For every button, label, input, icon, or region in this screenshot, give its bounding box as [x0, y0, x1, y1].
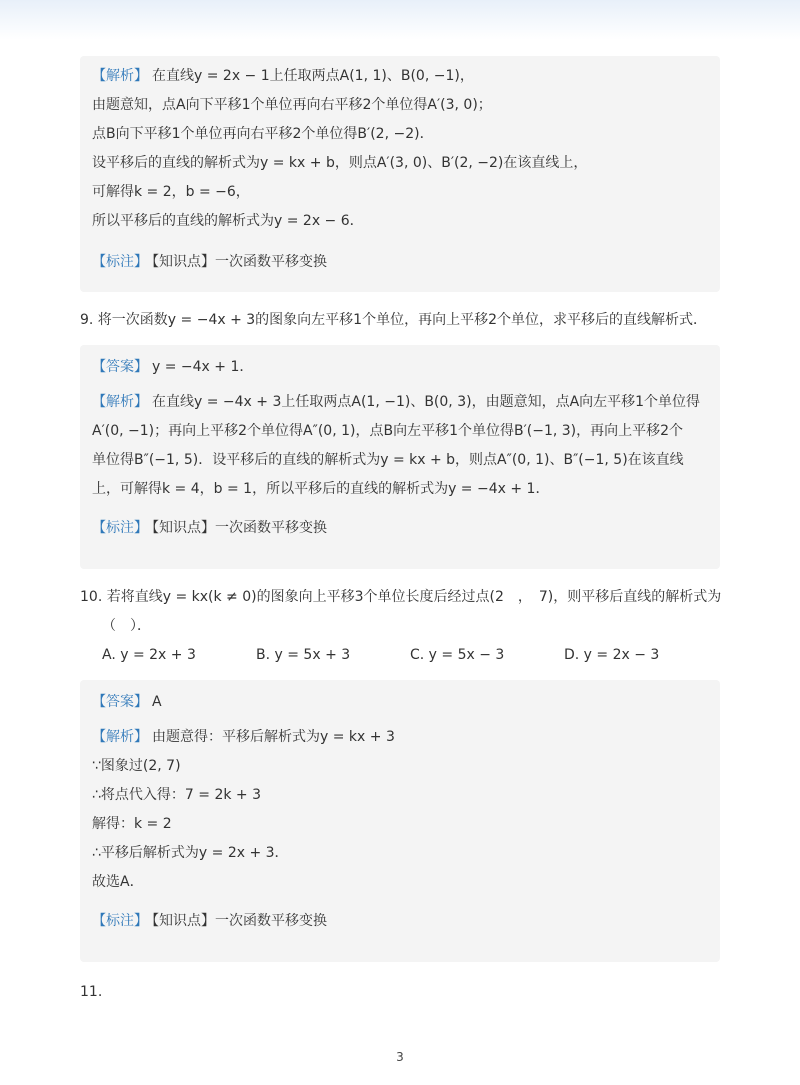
analysis-line: 单位得B″(−1, 5)．设平移后的直线的解析式为y = kx + b，则点A″(0, 1)、B″(−1, 5)在该直线 [92, 452, 684, 468]
answer-line [92, 688, 706, 717]
analysis-text: 在直线y = 2x − 1上任取两点A(1, 1)、B(0, −1)， [152, 68, 474, 84]
answer-text: A [152, 694, 162, 710]
note-line [92, 514, 706, 543]
answer-tag: 【答案】 [92, 694, 148, 710]
analysis-line: 可解得k = 2，b = −6， [92, 184, 250, 200]
analysis-line: 解得：k = 2 [92, 816, 172, 832]
analysis-text: 由题意得：平移后解析式为y = kx + 3 [152, 729, 395, 745]
note-tag: 【标注】 [92, 254, 148, 270]
options-row [80, 641, 720, 670]
solution-box-10 [80, 680, 720, 962]
analysis-line [92, 388, 706, 417]
option-a: A. y = 2x + 3 [102, 647, 196, 663]
question-9: 9. 将一次函数y = −4x + 3的图象向左平移1个单位，再向上平移2个单位，求平移后的直线解析式． [80, 312, 707, 328]
analysis-text: 在直线y = −4x + 3上任取两点A(1, −1)、B(0, 3)，由题意知，点A向左平移1个单位得 [152, 394, 701, 410]
analysis-tag: 【解析】 [92, 68, 148, 84]
question-10-line-2: （ ）． [102, 618, 151, 634]
page-content [80, 56, 720, 1007]
question-10-line-1: 10. 若将直线y = kx(k ≠ 0)的图象向上平移3个单位长度后经过点(2 ， 7)，则平移后直线的解析式为 [80, 589, 722, 605]
answer-text: y = −4x + 1． [152, 359, 254, 375]
analysis-line: 上，可解得k = 4，b = 1，所以平移后的直线的解析式为y = −4x + 1． [92, 481, 550, 497]
note-text: 【知识点】一次函数平移变换 [152, 520, 327, 536]
note-text: 【知识点】一次函数平移变换 [152, 913, 327, 929]
analysis-line: 故选A． [92, 874, 144, 890]
note-tag: 【标注】 [92, 913, 148, 929]
analysis-line: 所以平移后的直线的解析式为y = 2x − 6． [92, 213, 364, 229]
option-b: B. y = 5x + 3 [256, 647, 351, 663]
header-band [0, 0, 800, 40]
analysis-line: ∴平移后解析式为y = 2x + 3． [92, 845, 289, 861]
analysis-line: A′(0, −1)；再向上平移2个单位得A″(0, 1)，点B向左平移1个单位得B′(−1, 3)，再向上平移2个 [92, 423, 684, 439]
solution-box-9 [80, 345, 720, 569]
question-11: 11. [80, 984, 103, 1000]
solution-box-8 [80, 56, 720, 292]
analysis-tag: 【解析】 [92, 394, 148, 410]
analysis-tag: 【解析】 [92, 729, 148, 745]
analysis-line: 由题意知，点A向下平移1个单位再向右平移2个单位得A′(3, 0)； [92, 97, 492, 113]
analysis-line [92, 62, 706, 91]
answer-tag: 【答案】 [92, 359, 148, 375]
analysis-line: 设平移后的直线的解析式为y = kx + b，则点A′(3, 0)、B′(2, −2)在该直线上， [92, 155, 588, 171]
analysis-line [92, 723, 706, 752]
analysis-line: ∵图象过(2, 7) [92, 758, 181, 774]
answer-line [92, 353, 706, 382]
note-text: 【知识点】一次函数平移变换 [152, 254, 327, 270]
option-d: D. y = 2x − 3 [564, 647, 660, 663]
analysis-line: ∴将点代入得：7 = 2k + 3 [92, 787, 261, 803]
note-line [92, 907, 706, 936]
page-number: 3 [396, 1050, 404, 1064]
note-tag: 【标注】 [92, 520, 148, 536]
option-c: C. y = 5x − 3 [410, 647, 505, 663]
note-line [92, 248, 706, 277]
analysis-line: 点B向下平移1个单位再向右平移2个单位得B′(2, −2)． [92, 126, 434, 142]
